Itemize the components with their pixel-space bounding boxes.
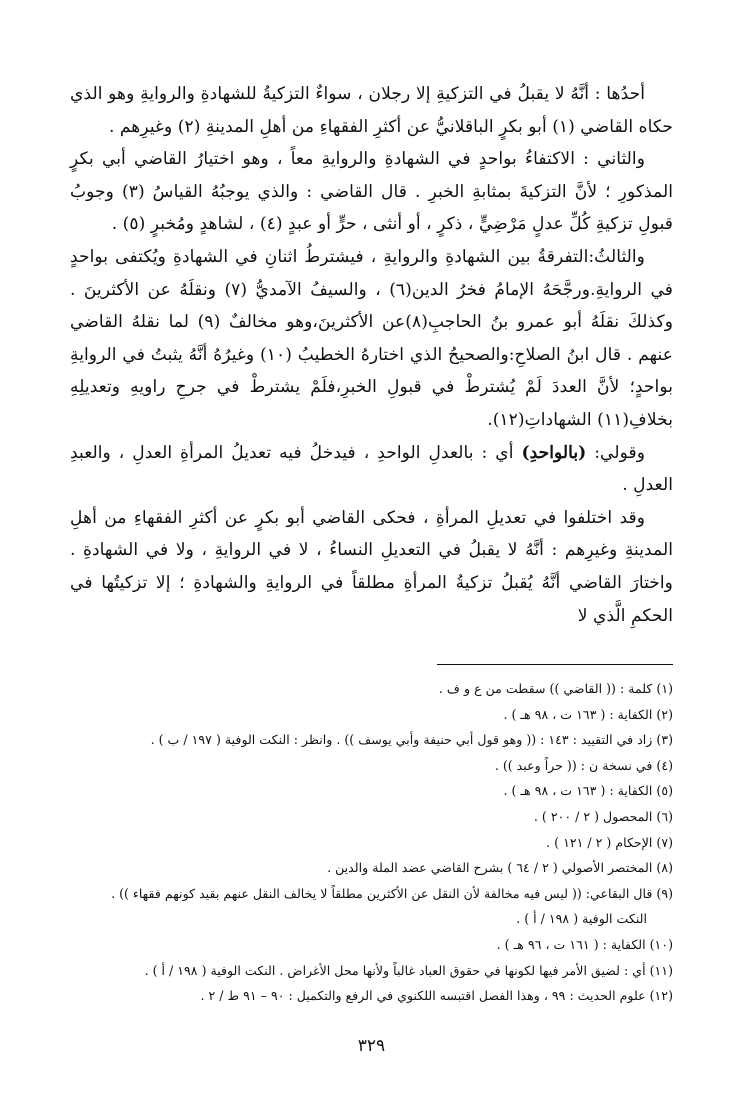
footnote-8: (٨) المختصر الأصولي ( ٢ / ٦٤ ) بشرح القاضي عضد الملة والدين . — [327, 860, 673, 876]
footnote-divider — [437, 664, 673, 665]
footnote-4: (٤) في نسخة ن : (( حراً وعبد )) . — [494, 757, 673, 773]
footnote-5: (٥) الكفاية : ( ١٦٣ ت ، ٩٨ هـ ) . — [503, 783, 673, 799]
qawli-rest: أي : بالعدلِ الواحدِ ، فيدخلُ فيه تعديلُ المرأةِ العدلِ ، والعبدِ العدلِ . — [70, 442, 673, 496]
footnote-2: (٢) الكفاية : ( ١٦٣ ت ، ٩٨ هـ ) . — [503, 706, 673, 722]
footnote-9: (٩) قال البقاعي: (( ليس فيه مخالفة لأن النقل عن الأكثرين مطلقاً لا يخالف النقل عنهم بقيد كونهم فقهاء )) . — [111, 885, 673, 901]
main-text — [70, 78, 673, 632]
paragraph-woman-testimony: وقد اختلفوا في تعديلِ المرأةِ ، فحكى القاضي أبو بكرٍ عن أكثرِ الفقهاءِ من أهلِ المدينةِ وغيرِهم : أنَّهُ لا يقبلُ في التعديلِ النساءُ ، لا في الروايةِ ، ولا في الشهادةِ . واختارَ القاضي أنَّهُ يُقبلُ تزكيةُ المرأةِ مطلقاً في الروايةِ والشهادةِ ؛ إلا تزكيتُها في الحكمِ الَّذي لا — [70, 507, 673, 626]
paragraph-second-opinion: والثاني : الاكتفاءُ بواحدٍ في الشهادةِ والروايةِ معاً ، وهو اختيارُ القاضي أبي بكرٍ المذكورِ ؛ لأنَّ التزكيةَ بمثابةِ الخبرِ . قال القاضي : والذي يوجبُهُ القياسُ (٣) وجوبُ قبولِ تزكيةِ كُلِّ عدلٍ مَرْضِيٍّ ، ذكرٍ ، أو أنثى ، حرٍّ أو عبدٍ (٤) ، لشاهدٍ ومُخبرٍ (٥) . — [70, 149, 673, 235]
footnote-11: (١١) أي : لضيق الأمر فيها لكونها في حقوق العباد غالباً ولأنها محل الأغراض . النكت الوفية ( ١٩٨ / أ ) . — [144, 962, 673, 978]
qawli-term: (بالواحدِ) — [521, 442, 587, 463]
paragraph-qawli — [70, 437, 673, 502]
footnote-3: (٣) زاد في التقييد : ١٤٣ : (( وهو قول أبي حنيفة وأبي يوسف )) . وانظر : النكت الوفية ( ١٩٧ / ب ) . — [150, 732, 673, 748]
qawli-lead: وقولي: — [586, 442, 645, 463]
footnote-9-continuation: النكت الوفية ( ١٩٨ / أ ) . — [516, 911, 647, 927]
footnote-10: (١٠) الكفاية : ( ١٦١ ت ، ٩٦ هـ ) . — [496, 936, 673, 952]
footnotes — [70, 676, 673, 1009]
paragraph-first-opinion: أحدُها : أنَّهُ لا يقبلُ في التزكيةِ إلا رجلان ، سواءٌ التزكيةُ للشهادةِ والروايةِ وهو الذي حكاه القاضي (١) أبو بكرٍ الباقلانيُّ عن أكثرِ الفقهاءِ من أهلِ المدينةِ (٢) وغيرِهم . — [70, 84, 673, 137]
footnote-12: (١٢) علوم الحديث : ٩٩ ، وهذا الفصل اقتبسه اللكنوي في الرفع والتكميل : ٩٠ – ٩١ ط / ٢ . — [200, 988, 673, 1004]
footnote-7: (٧) الإحكام ( ٢ / ١٢١ ) . — [546, 834, 673, 850]
footnote-6: (٦) المحصول ( ٢ / ٢٠٠ ) . — [533, 808, 673, 824]
footnote-1: (١) كلمة : (( القاضي )) سقطت من ع و ف . — [438, 681, 673, 696]
paragraph-third-opinion: والثالثُ:التفرقةُ بين الشهادةِ والروايةِ ، فيشترطُ اثنانِ في الشهادةِ ويُكتفى بواحدٍ في الروايةِ.ورجَّحَهُ الإمامُ فخرُ الدين(٦) ، والسيفُ الآمديُّ (٧) ونقلَهُ عن الأكثرينَ . وكذلكَ نقلَهُ أبو عمرو بنُ الحاجبِ(٨)عن الأكثرينَ،وهو مخالفٌ (٩) لما نقلهُ القاضي عنهم . قال ابنُ الصلاحِ:والصحيحُ الذي اختارهُ الخطيبُ (١٠) وغيرُهُ أنَّهُ يثبتُ في الروايةِ بواحدٍ؛ لأنَّ العددَ لَمْ يُشترطْ في قبولِ الخبرِ،فلَمْ يشترطْ في جرحِ راويهِ وتعديلِهِ بخلافِ(١١) الشهاداتِ(١٢). — [70, 246, 673, 430]
page-number: ٣٢٩ — [357, 1036, 386, 1056]
